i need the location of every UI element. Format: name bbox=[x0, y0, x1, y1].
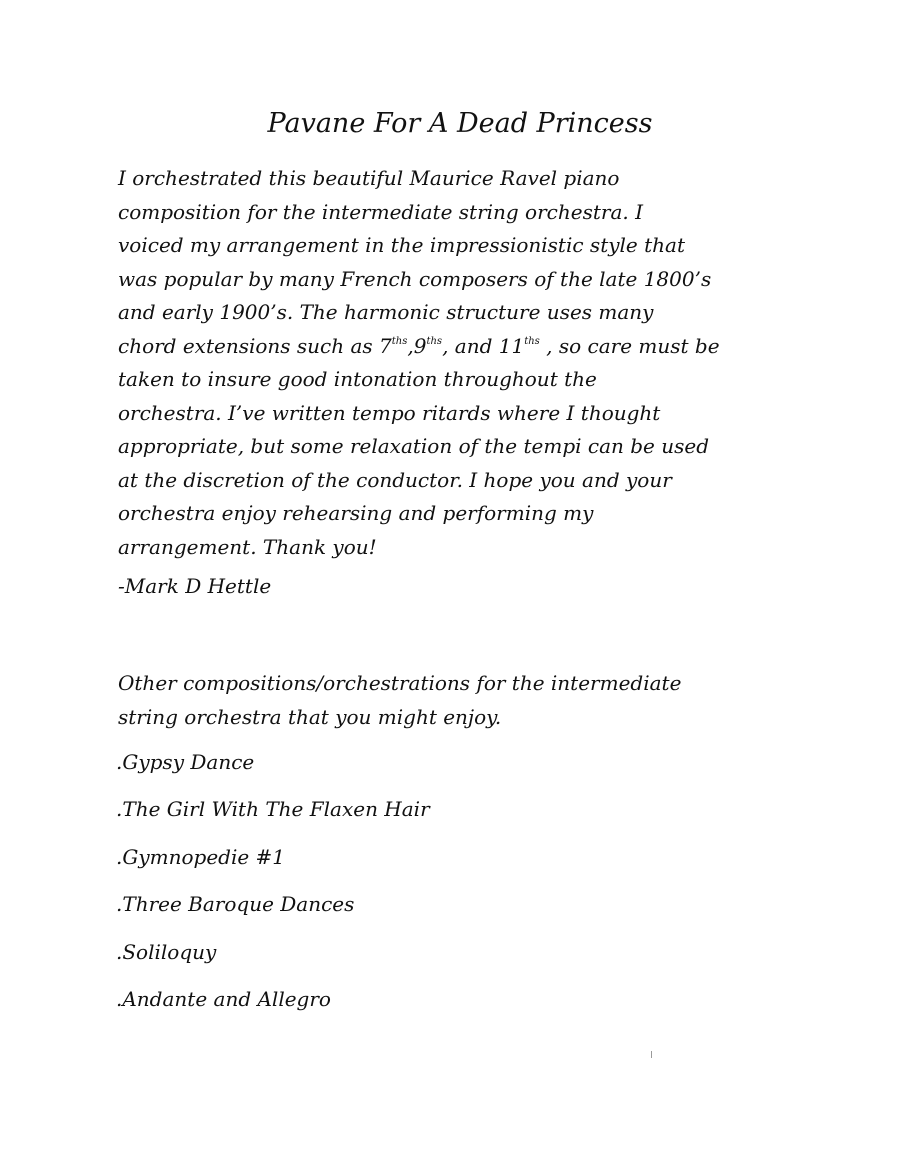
paragraph-line: voiced my arrangement in the impressionistic style that bbox=[118, 233, 685, 257]
intro-line: Other compositions/orchestrations for the intermediate bbox=[118, 671, 682, 695]
superscript: ths bbox=[524, 335, 540, 347]
other-works-intro bbox=[118, 666, 858, 734]
list-item: .Three Baroque Dances bbox=[116, 892, 355, 917]
paragraph-line: arrangement. Thank you! bbox=[118, 534, 377, 559]
superscript: ths bbox=[426, 335, 443, 347]
list-item: .Gymnopedie #1 bbox=[116, 844, 286, 869]
paragraph-line bbox=[118, 330, 858, 364]
paragraph-line: at the discretion of the conductor. I hope you and your bbox=[118, 467, 672, 492]
paragraph-line: orchestra. I’ve written tempo ritards where I thought bbox=[118, 400, 661, 425]
text-segment: chord extensions such as 7 bbox=[118, 333, 392, 358]
paragraph-line: was popular by many French composers of the late 1800’s bbox=[118, 266, 712, 291]
paragraph-line: I orchestrated this beautiful Maurice Ravel piano bbox=[118, 166, 620, 190]
other-works-list bbox=[116, 746, 430, 1030]
paragraph-line: appropriate, but some relaxation of the tempi can be used bbox=[118, 434, 710, 458]
text-segment: , and 11 bbox=[442, 333, 525, 358]
paragraph-line: composition for the intermediate string orchestra. I bbox=[118, 199, 643, 224]
document-title: Pavane For A Dead Princess bbox=[267, 108, 653, 139]
list-item: .Soliloquy bbox=[116, 939, 217, 964]
list-item: .Andante and Allegro bbox=[116, 986, 331, 1011]
list-item: .The Girl With The Flaxen Hair bbox=[116, 797, 430, 822]
intro-paragraph bbox=[118, 162, 858, 564]
superscript: ths bbox=[391, 335, 408, 347]
paragraph-line: and early 1900’s. The harmonic structure uses many bbox=[118, 300, 654, 324]
scan-speck bbox=[651, 1051, 652, 1058]
intro-line: string orchestra that you might enjoy. bbox=[118, 705, 502, 729]
paragraph-line: orchestra enjoy rehearsing and performing my bbox=[118, 501, 594, 525]
text-segment: , so care must be bbox=[539, 333, 720, 358]
list-item: .Gypsy Dance bbox=[116, 750, 255, 774]
text-segment: ,9 bbox=[407, 333, 427, 358]
paragraph-line: taken to insure good intonation throughout the bbox=[118, 367, 597, 391]
signature: -Mark D Hettle bbox=[118, 574, 272, 598]
